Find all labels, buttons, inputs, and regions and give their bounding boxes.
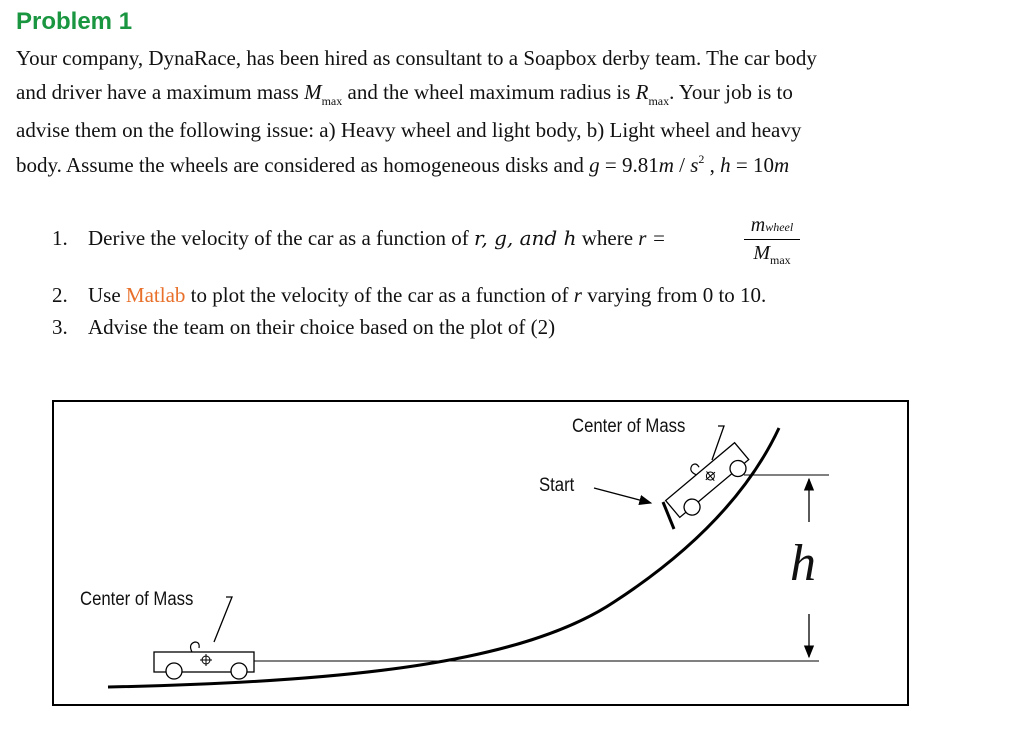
problem-line-2: and driver have a maximum mass $M_{max}$ and the wheel maximum radius is $R_{max}$. Your job is to	[16, 80, 793, 108]
start-arrow	[594, 488, 651, 503]
car-top	[659, 435, 754, 523]
ramp-curve	[108, 428, 779, 687]
matlab-link: Matlab	[125, 283, 186, 307]
car-bottom	[154, 642, 254, 679]
label-start: Start	[539, 475, 575, 496]
label-com-bottom: Center of Mass	[80, 589, 194, 610]
problem-line-1: Your company, DynaRace, has been hired as consultant to a Soapbox derby team. The car body	[16, 46, 817, 70]
task-2: 2. Use Matlab to plot the velocity of the car as a function of r varying from 0 to 10.	[52, 283, 767, 307]
label-height-h: h	[790, 535, 816, 592]
task-3: 3. Advise the team on their choice based on the plot of (2)	[52, 315, 556, 339]
problem-line-3: advise them on the following issue: a) Heavy wheel and light body, b) Light wheel and heavy	[16, 118, 802, 142]
task-1: 1. Derive the velocity of the car as a function of r, g, and h where r =	[52, 226, 666, 250]
com-bottom-leader	[214, 597, 232, 642]
ramp-diagram	[54, 402, 911, 708]
label-com-top: Center of Mass	[572, 416, 686, 437]
problem-title: Problem 1	[16, 8, 133, 35]
problem-line-4: body. Assume the wheels are considered as homogeneous disks and $g = 9.81m / s^2$ , h = 10m	[16, 152, 790, 177]
mass-ratio-fraction: mwheel $M_{max}$	[744, 214, 800, 267]
ramp-figure	[52, 400, 909, 706]
